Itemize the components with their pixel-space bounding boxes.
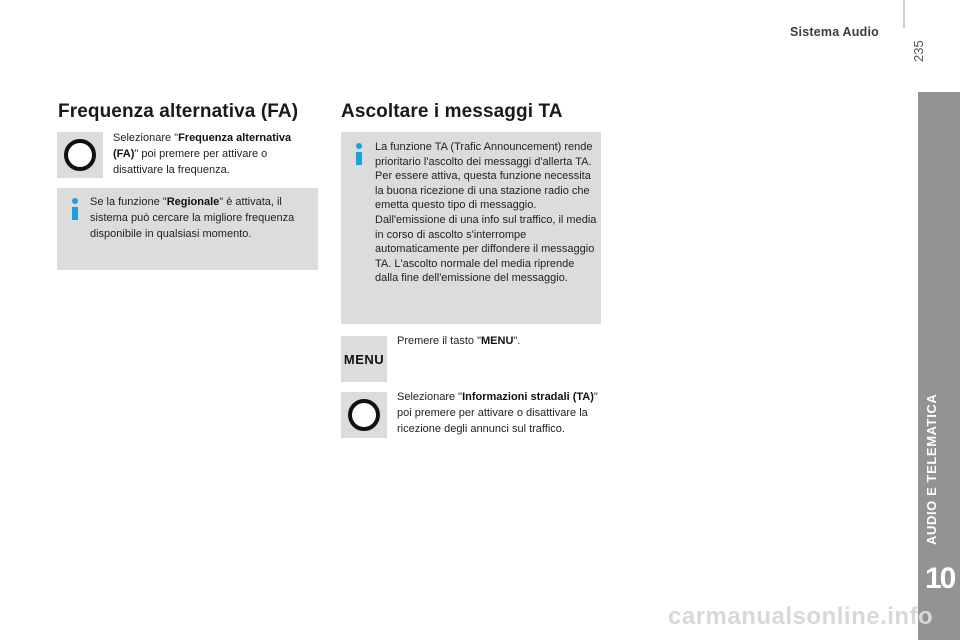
running-header: Sistema Audio: [790, 25, 879, 39]
ta-step-menu: Premere il tasto "MENU".: [397, 335, 521, 347]
chapter-label: AUDIO E TELEMATICA: [924, 393, 939, 545]
fa-info-box: [57, 188, 318, 270]
fa-instruction: Selezionare "Frequenza alternativa (FA)" poi premere per attivare o disattivare la frequenza.: [113, 132, 292, 176]
watermark: carmanualsonline.info: [668, 603, 934, 630]
info-icon: [353, 143, 365, 165]
rotary-knob-icon: [341, 392, 387, 438]
info-icon: [69, 198, 81, 220]
chapter-number: 10: [925, 562, 955, 595]
fa-info-text: Se la funzione "Regionale" è attivata, il sistema può cercare la migliore frequenza disponibile in qualsiasi momento.: [90, 196, 295, 240]
section-title-fa: Frequenza alternativa (FA): [58, 101, 299, 122]
ta-info-box: [341, 132, 601, 324]
header-divider: [903, 0, 905, 28]
menu-key-icon: MENU: [341, 336, 387, 382]
rotary-knob-icon: [57, 132, 103, 178]
page-number: 235: [911, 40, 926, 62]
section-title-ta: Ascoltare i messaggi TA: [341, 101, 563, 122]
chapter-side-tab: [918, 92, 960, 640]
ta-step-select: Selezionare "Informazioni stradali (TA)" poi premere per attivare o disattivare la ricezione degli annunci sul traffico.: [397, 391, 598, 435]
ta-info-text: La funzione TA (Trafic Announcement) rende prioritario l'ascolto dei messaggi d'allerta TA. Per essere attiva, questa funzione necessita la buona ricezione di una stazione radio che emetta questo tipo di messaggio. Dall'emissione di una info sul traffico, il media in corso di ascolto s'interrompe automaticamente per diffondere il messaggio TA. L'ascolto normale del media riprende dalla fine dell'emissione del messaggio.: [375, 141, 597, 285]
